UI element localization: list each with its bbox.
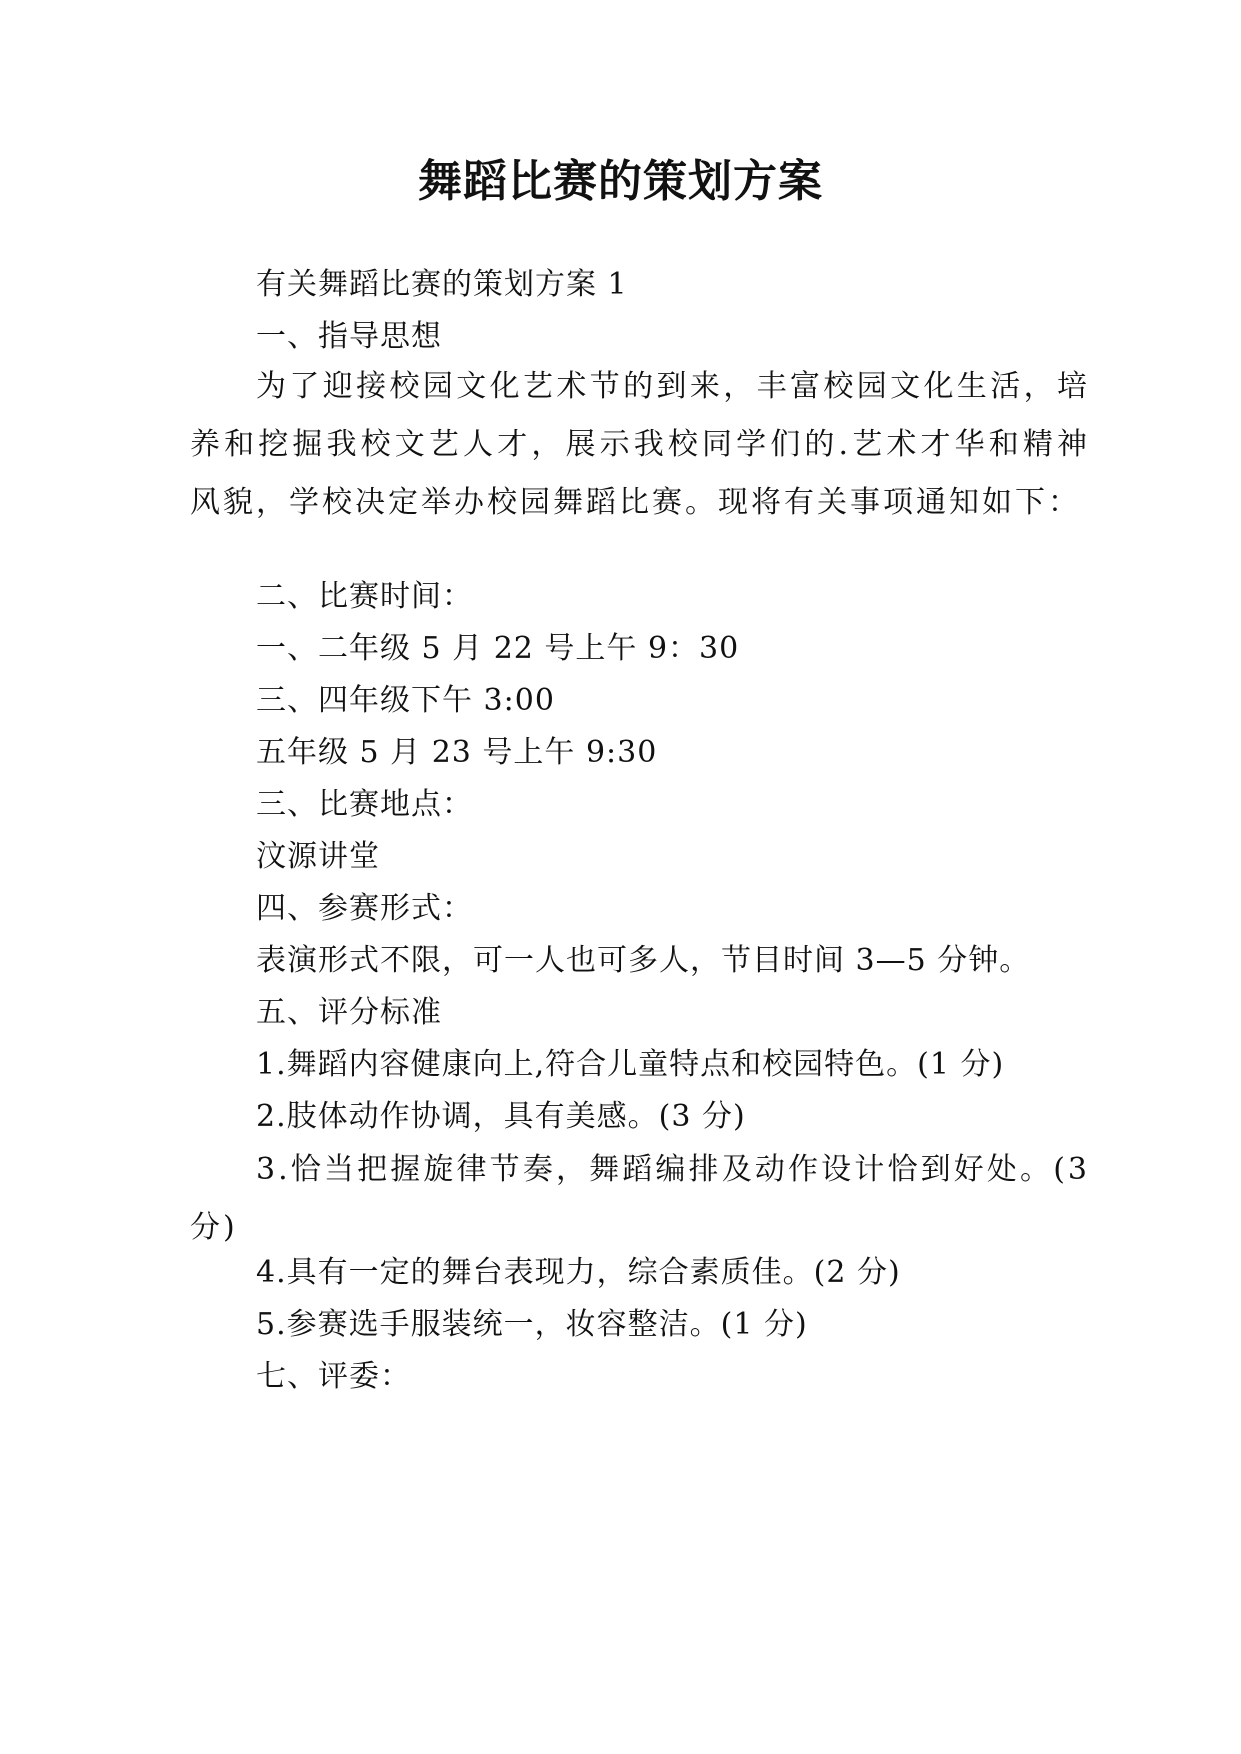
time-line-grade-1-2: 一、二年级 5 月 22 号上午 9：30 bbox=[256, 631, 740, 666]
section-heading-venue: 三、比赛地点： bbox=[256, 787, 473, 822]
section-body-guiding-thought: 为了迎接校园文化艺术节的到来，丰富校园文化生活，培养和挖掘我校文艺人才，展示我校同学们的.艺术才华和精神风貌，学校决定举办校园舞蹈比赛。现将有关事项通知如下： bbox=[190, 369, 1090, 520]
time-line-grade-5: 五年级 5 月 23 号上午 9:30 bbox=[256, 735, 658, 770]
criteria-item-3: 3.恰当把握旋律节奏，舞蹈编排及动作设计恰到好处。(3 分) bbox=[190, 1152, 1090, 1245]
section-heading-judges: 七、评委： bbox=[256, 1359, 411, 1394]
format-text: 表演形式不限，可一人也可多人，节目时间 3—5 分钟。 bbox=[256, 943, 1031, 978]
section-heading-competition-time: 二、比赛时间： bbox=[256, 579, 473, 614]
section-heading-scoring: 五、评分标准 bbox=[256, 995, 442, 1030]
document-subtitle: 有关舞蹈比赛的策划方案 1 bbox=[256, 267, 628, 302]
criteria-item-2: 2.肢体动作协调，具有美感。(3 分) bbox=[256, 1099, 746, 1134]
section-heading-format: 四、参赛形式： bbox=[256, 891, 473, 926]
section-heading-guiding-thought: 一、指导思想 bbox=[256, 319, 442, 354]
document-title: 舞蹈比赛的策划方案 bbox=[418, 156, 823, 207]
criteria-item-4: 4.具有一定的舞台表现力，综合素质佳。(2 分) bbox=[256, 1255, 901, 1290]
venue-text: 汶源讲堂 bbox=[256, 839, 380, 874]
criteria-item-1: 1.舞蹈内容健康向上,符合儿童特点和校园特色。(1 分) bbox=[256, 1047, 1005, 1082]
criteria-item-5: 5.参赛选手服装统一，妆容整洁。(1 分) bbox=[256, 1307, 808, 1342]
time-line-grade-3-4: 三、四年级下午 3:00 bbox=[256, 683, 555, 718]
